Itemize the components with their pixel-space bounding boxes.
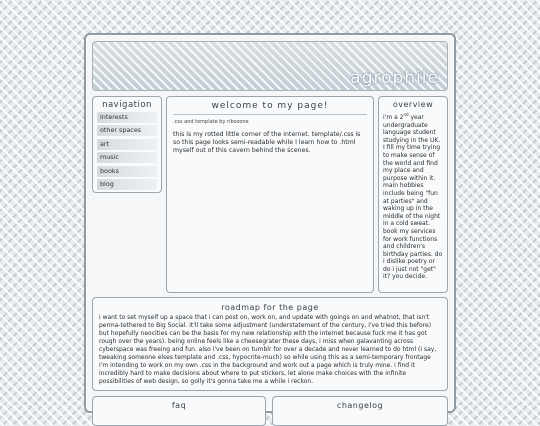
nav-item-books[interactable]: books bbox=[97, 166, 157, 177]
overview-text-start: i'm a 2 bbox=[383, 114, 404, 121]
page-container bbox=[84, 33, 456, 413]
nav-item-interests[interactable]: interests bbox=[97, 112, 157, 123]
nav-item-art[interactable]: art bbox=[97, 139, 157, 150]
roadmap-text: i want to set myself up a space that i can post on, work on, and update with goings on and whatnot, that isn't perma-tethered to Big Social. it'll take some adjustment (understatement of the century, i've tried this before) but hopefully neocities can be the basis for my new relationship with the internet because fuck me it has got rough over the years). being online feels like a cheesegrater these days, i miss when galavanting across cyberspace was freeing and fun. also i've been on tumblr for over a decade and never learned to do html (i say, tweaking someone elses template and .css, hypocrite-much) so while using this as a semi-temporary frontage i'm intending to work on my own .css in the background and work out a page which is truly mine. i find it incredibly hard to make decisions about where to put stickers, let alone make choices with the infinite possibilities of web design, so golly it's gonna take me a while i reckon. bbox=[99, 314, 437, 385]
changelog-panel bbox=[272, 396, 448, 426]
roadmap-title: roadmap for the page bbox=[221, 303, 319, 312]
navigation-panel bbox=[92, 96, 162, 193]
welcome-text: this is my rotted little corner of the internet. template/.css is so this page looks semi-readable while I learn how to .html myself out of this cavern behind the scenes. bbox=[173, 131, 361, 154]
overview-title: overview bbox=[392, 100, 434, 109]
site-header bbox=[92, 41, 448, 91]
nav-item-other-spaces[interactable]: other spaces bbox=[97, 125, 157, 136]
template-credit: .css and template by ribozone bbox=[173, 119, 249, 125]
welcome-title: welcome to my page! bbox=[211, 101, 329, 111]
changelog-title: changelog bbox=[336, 401, 384, 410]
faq-title: faq bbox=[171, 401, 187, 410]
ordinal-suffix: nd bbox=[403, 112, 409, 117]
overview-panel bbox=[378, 96, 448, 293]
nav-item-music[interactable]: music bbox=[97, 152, 157, 163]
roadmap-panel bbox=[92, 297, 448, 391]
faq-panel bbox=[92, 396, 266, 426]
navigation-title: navigation bbox=[102, 100, 152, 110]
nav-item-blog[interactable]: blog bbox=[97, 179, 157, 190]
welcome-panel bbox=[166, 96, 374, 293]
site-title[interactable]: agrophile bbox=[350, 68, 439, 88]
navigation-list bbox=[93, 112, 161, 190]
overview-text-rest: year undergraduate language student studying in the UK. I fill my time trying to make sense of the world and find my place and purpose within it. main hobbies include being "fun at parties" and waking up in the middle of the night in a cold sweat. book my services for work functions and children's birthday parties. do i dislike poetry or do i just not "get" it? you decide. bbox=[383, 114, 443, 281]
title-divider bbox=[173, 114, 367, 115]
overview-text bbox=[379, 111, 447, 281]
